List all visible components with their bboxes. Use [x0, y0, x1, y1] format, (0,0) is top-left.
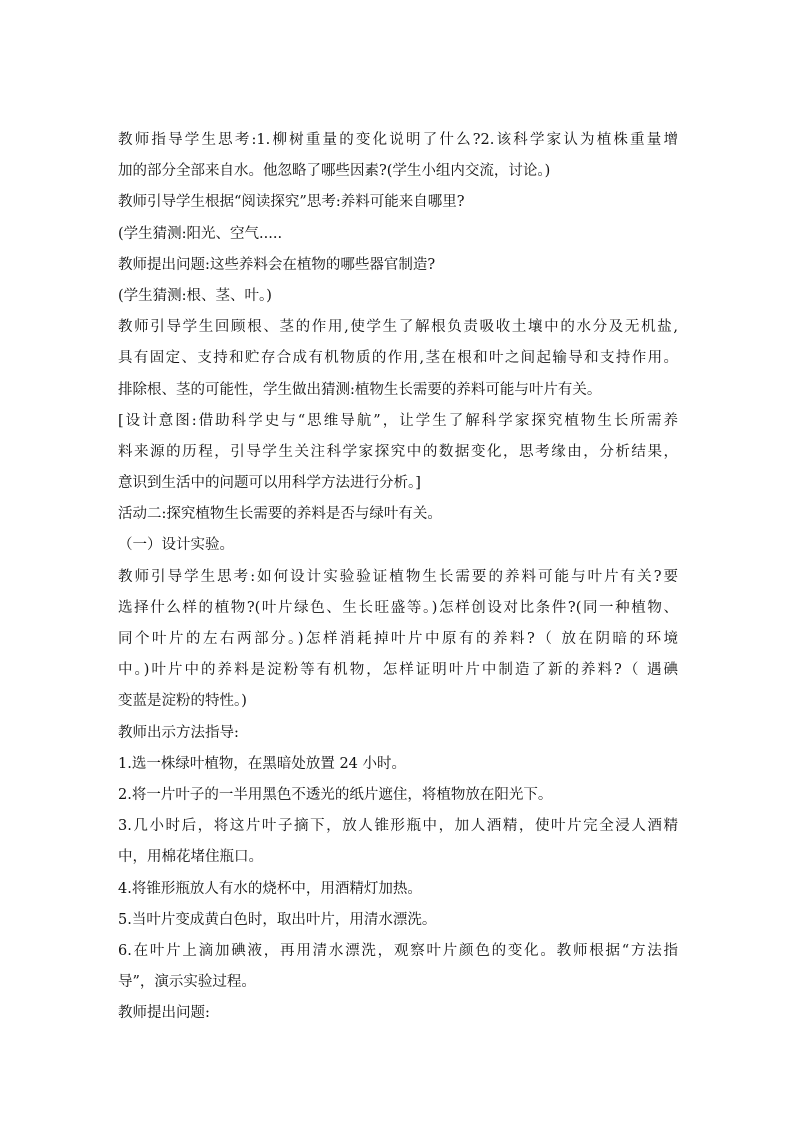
text-line: 中。)叶片中的养料是淀粉等有机物，怎样证明叶片中制造了新的养料?（ 遇碘 [118, 662, 678, 679]
text-line: 中，用棉花堵住瓶口。 [118, 849, 263, 866]
text-line: (学生猜测:根、茎、叶。) [118, 287, 272, 304]
text-line: 同个叶片的左右两部分。)怎样消耗掉叶片中原有的养料?（ 放在阴暗的环境 [118, 631, 678, 647]
text-line: 选择什么样的植物?(叶片绿色、生长旺盛等。)怎样创设对比条件?(同一种植物、 [118, 599, 678, 616]
text-line: (学生猜测:阳光、空气..... [118, 225, 283, 242]
text-line: 料来源的历程，引导学生关注科学家探究中的数据变化，思考缘由，分析结果， [118, 443, 678, 460]
text-line: 加的部分全部来自水。他忽略了哪些因素?(学生小组内交流，讨论。) [118, 163, 551, 180]
text-line: 排除根、茎的可能性，学生做出猜测:植物生长需要的养料可能与叶片有关。 [118, 381, 602, 398]
text-line: 教师提出问题:这些养料会在植物的哪些器官制造? [118, 256, 436, 273]
text-line: （一）设计实验。 [118, 537, 234, 554]
text-line: 教师引导学生思考:如何设计实验验证植物生长需要的养料可能与叶片有关?要 [118, 568, 678, 585]
text-line: 教师提出问题: [118, 1005, 210, 1022]
text-line: 变蓝是淀粉的特性。) [118, 693, 247, 710]
text-line: 教师引导学生回顾根、茎的作用,使学生了解根负责吸收土壤中的水分及无机盐, [118, 319, 678, 336]
document-body [118, 125, 678, 1029]
text-line: 教师引导学生根据“阅读探究”思考:养料可能来自哪里? [118, 194, 465, 211]
text-line: 1.选一株绿叶植物，在黑暗处放置 24 小时。 [118, 755, 407, 772]
text-line: 意识到生活中的问题可以用科学方法进行分析。] [118, 475, 421, 492]
text-line: 3.几小时后，将这片叶子摘下，放人锥形瓶中，加人酒精，使叶片完全浸人酒精 [118, 818, 678, 835]
text-line: 5.当叶片变成黄白色时，取出叶片，用清水漂洗。 [118, 911, 437, 928]
text-line: 6.在叶片上滴加碘液，再用清水漂洗，观察叶片颜色的变化。教师根据“方法指 [118, 942, 678, 959]
text-line: 教师出示方法指导: [118, 724, 239, 741]
text-line: 导”，演示实验过程。 [118, 974, 256, 991]
text-line: 具有固定、支持和贮存合成有机物质的作用,茎在根和叶之间起输导和支持作用。 [118, 350, 678, 367]
text-line: 教师指导学生思考:1.柳树重量的变化说明了什么?2.该科学家认为植株重量增 [118, 132, 678, 148]
text-line: 4.将锥形瓶放人有水的烧杯中，用酒精灯加热。 [118, 880, 422, 897]
text-line: 2.将一片叶子的一半用黑色不透光的纸片遮住，将植物放在阳光下。 [118, 786, 553, 803]
text-line: [设计意图:借助科学史与“思维导航”，让学生了解科学家探究植物生长所需养 [118, 412, 678, 429]
text-line: 活动二:探究植物生长需要的养料是否与绿叶有关。 [118, 506, 442, 523]
